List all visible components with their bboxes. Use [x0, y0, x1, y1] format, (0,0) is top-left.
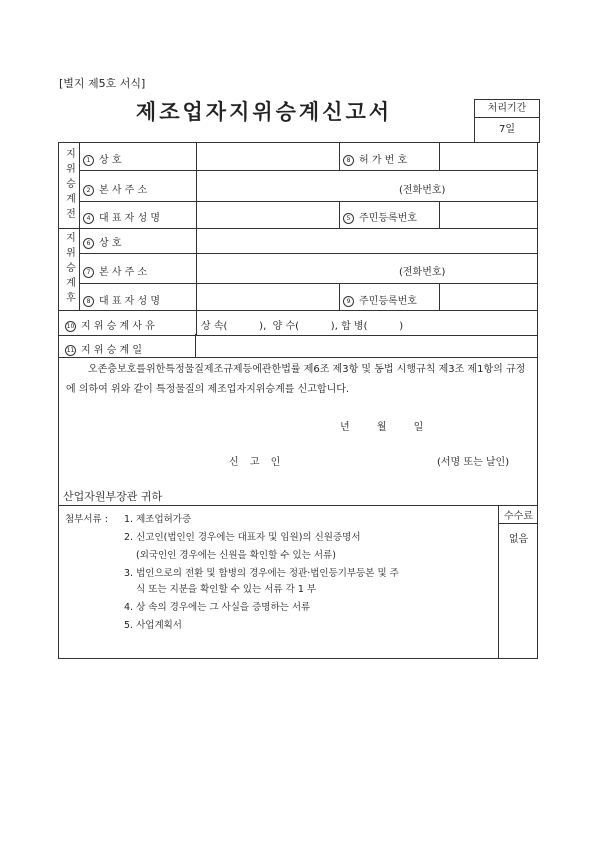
- number-circle: 10: [66, 322, 75, 330]
- attachment-item-continued: 식 또는 지분을 확인할 수 있는 서류 각 1 부: [136, 584, 317, 595]
- form-number-label: [별지 제5호 서식]: [59, 77, 146, 90]
- attachments-heading: 첨부서류 :: [65, 514, 108, 525]
- field-trade-name-before: [83, 151, 191, 166]
- attachment-item-note: (외국인인 경우에는 신원을 확인할 수 있는 서류): [136, 550, 336, 561]
- field-label: 상 호: [99, 238, 122, 249]
- field-permit-number: [343, 151, 407, 166]
- fee-value: 없음: [508, 534, 529, 545]
- field-resident-number-before: [343, 209, 417, 224]
- field-hq-address-before: [83, 181, 147, 196]
- form-title: 제조업자지위승계신고서: [135, 100, 393, 124]
- phone-label-after: (전화번호): [399, 267, 446, 278]
- field-trade-name-after: [83, 234, 122, 249]
- attachment-item: 3. 법인으로의 전환 및 합병의 경우에는 정관·법인등기부등본 및 주: [124, 568, 399, 579]
- field-label: 허 가 번 호: [359, 155, 408, 166]
- attachment-item: 2. 신고인(법인인 경우에는 대표자 및 임원)의 신원증명서: [124, 532, 361, 543]
- fee-label: 수수료: [504, 511, 533, 522]
- attachment-item: 5. 사업계획서: [124, 620, 182, 631]
- processing-period-label: 처리기간: [475, 100, 539, 118]
- number-circle: 8: [83, 296, 94, 307]
- addressee: 산업자원부장관 귀하: [63, 490, 163, 503]
- attachment-item: 4. 상 속의 경우에는 그 사실을 증명하는 서류: [124, 602, 311, 613]
- field-label: 상 호: [99, 155, 122, 166]
- processing-period-value: 7일: [498, 124, 516, 135]
- number-circle: 5: [343, 213, 354, 224]
- statement-text: 오존층보호를위한특정물질제조규제등에관한법률 제6조 제3항 및 동법 시행규칙 제3조 제1항의 규정에 의하여 위와 같이 특정물질의 제조업자지위승계를 신고합니다.: [66, 364, 526, 395]
- field-succession-date: [65, 341, 142, 356]
- attachment-item: 1. 제조업허가증: [124, 514, 192, 525]
- number-circle: 9: [343, 296, 354, 307]
- field-succession-reason: [65, 317, 155, 332]
- field-label: 지 위 승 계 일: [81, 345, 143, 356]
- field-label: 지 위 승 계 사 유: [81, 321, 155, 332]
- succession-reason-options: 상 속( ), 양 수( ), 합 병( ): [201, 321, 404, 332]
- reporter-label: 신 고 인: [229, 457, 285, 468]
- field-label: 대 표 자 성 명: [99, 213, 161, 224]
- succession-table: [58, 142, 538, 358]
- number-circle: 7: [83, 267, 94, 278]
- number-circle: 8: [343, 155, 354, 166]
- field-label: 본 사 주 소: [99, 267, 148, 278]
- field-label: 본 사 주 소: [99, 185, 148, 196]
- phone-label-before: (전화번호): [399, 185, 446, 196]
- number-circle: 4: [83, 213, 94, 224]
- field-label: 주민등록번호: [359, 296, 417, 307]
- number-circle: 11: [66, 346, 75, 354]
- field-label: 대 표 자 성 명: [99, 296, 161, 307]
- section-after-label: 지위승계후: [63, 232, 75, 307]
- number-circle: 1: [83, 155, 94, 166]
- section-before-label: 지위승계전: [63, 148, 75, 223]
- date-line: 년 월 일: [340, 422, 424, 433]
- field-representative-before: [83, 209, 160, 224]
- field-hq-address-after: [83, 263, 147, 278]
- field-label: 주민등록번호: [359, 213, 417, 224]
- processing-period-box: [474, 99, 540, 143]
- signature-note: (서명 또는 날인): [437, 457, 510, 468]
- number-circle: 2: [83, 185, 94, 196]
- field-representative-after: [83, 292, 160, 307]
- number-circle: 6: [83, 238, 94, 249]
- field-resident-number-after: [343, 292, 417, 307]
